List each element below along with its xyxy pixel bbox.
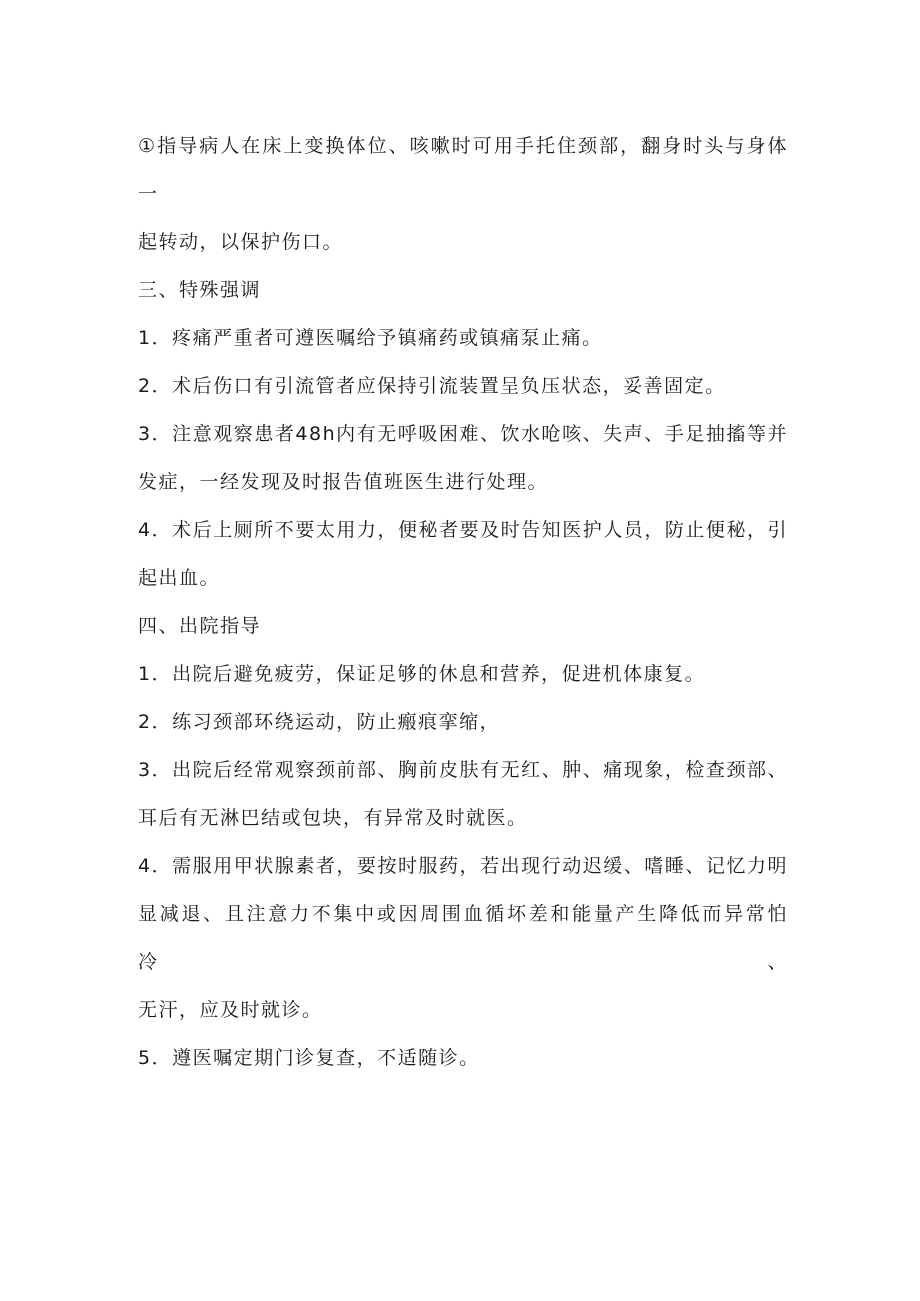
text-line-15: 4．需服用甲状腺素者，要按时服药，若出现行动迟缓、嗜睡、记忆力明	[138, 855, 788, 877]
text-line-4: 1．疼痛严重者可遵医嘱给予镇痛药或镇痛泵止痛。	[138, 327, 603, 349]
text-line-2: 起转动，以保护伤口。	[138, 231, 344, 253]
text-line-13: 3．出院后经常观察颈前部、胸前皮肤有无红、肿、痛现象，检查颈部、	[138, 759, 788, 781]
section-heading-discharge-guidance: 四、出院指导	[138, 615, 262, 637]
section-heading-special-emphasis: 三、特殊强调	[138, 279, 262, 301]
text-line-14: 耳后有无淋巴结或包块，有异常及时就医。	[138, 807, 528, 829]
text-line-9: 起出血。	[138, 567, 221, 589]
text-line-1: ①指导病人在床上变换体位、咳嗽时可用手托住颈部，翻身时头与身体一	[138, 135, 788, 205]
text-line-11: 1．出院后避免疲劳，保证足够的休息和营养，促进机体康复。	[138, 663, 706, 685]
text-line-16: 显减退、且注意力不集中或因周围血循坏差和能量产生降低而异常怕冷、	[138, 903, 788, 973]
text-line-12: 2．练习颈部环绕运动，防止瘢痕挛缩，	[138, 711, 501, 733]
text-line-8: 4．术后上厕所不要太用力，便秘者要及时告知医护人员，防止便秘，引	[138, 519, 788, 541]
text-line-18: 5．遵医嘱定期门诊复查，不适随诊。	[138, 1047, 480, 1069]
text-line-6: 3．注意观察患者48h内有无呼吸困难、饮水呛咳、失声、手足抽搐等并	[138, 423, 788, 445]
text-line-7: 发症，一经发现及时报告值班医生进行处理。	[138, 471, 549, 493]
text-line-17: 无汗，应及时就诊。	[138, 999, 323, 1021]
text-line-5: 2．术后伤口有引流管者应保持引流装置呈负压状态，妥善固定。	[138, 375, 726, 397]
